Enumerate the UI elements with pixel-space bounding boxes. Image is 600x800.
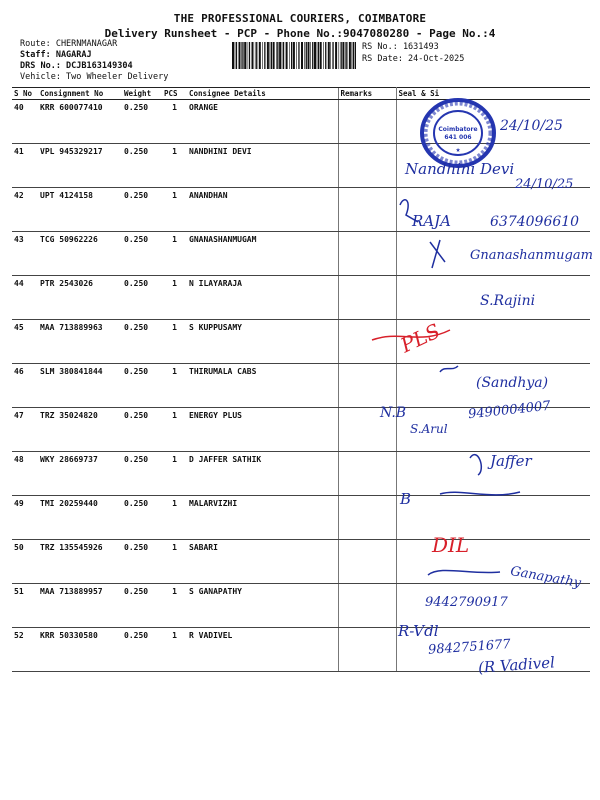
seal-city: Coimbatore (438, 126, 478, 133)
cell-weight: 0.250 (122, 188, 162, 232)
cell-consignment: VPL 945329217 (38, 144, 122, 188)
cell-consignee: THIRUMALA CABS (187, 364, 338, 408)
barcode-bar (255, 42, 256, 69)
company-title: THE PROFESSIONAL COURIERS, COIMBATORE (173, 12, 427, 25)
barcode-bar (244, 42, 246, 69)
barcode-bar (308, 42, 310, 69)
cell-remarks (338, 584, 396, 628)
route-label: Route: CHERNMANAGAR (20, 39, 118, 49)
cell-consignee: S GANAPATHY (187, 584, 338, 628)
cell-weight: 0.250 (122, 144, 162, 188)
barcode-bar (296, 42, 297, 69)
cell-pcs: 1 (162, 100, 187, 144)
cell-consignee: ENERGY PLUS (187, 408, 338, 452)
signature-r40: 24/10/25 (500, 118, 563, 134)
seal-star-icon: ★ (455, 145, 461, 154)
cell-remarks (338, 496, 396, 540)
cell-sno: 51 (12, 584, 38, 628)
drs-label: DRS No.: DCJB163149304 (20, 61, 133, 71)
barcode-bar (301, 42, 303, 69)
col-pcs: PCS (162, 88, 187, 100)
cell-consignee: D JAFFER SATHIK (187, 452, 338, 496)
cell-pcs: 1 (162, 584, 187, 628)
signature-r47-initials: N.B (380, 405, 407, 421)
barcode-bar (341, 42, 342, 69)
barcode-bar (276, 42, 277, 69)
barcode (232, 42, 356, 69)
signature-r43-raja: RAJA (412, 212, 451, 230)
barcode-bar (339, 42, 340, 69)
cell-consignment: KRR 50330580 (38, 628, 122, 672)
barcode-bar (345, 42, 346, 69)
red-mark-r50: DIL (432, 533, 470, 557)
company-seal-stamp (420, 98, 496, 168)
cell-sno: 46 (12, 364, 38, 408)
cell-sno: 47 (12, 408, 38, 452)
table-row (12, 320, 590, 364)
vehicle-label: Vehicle: Two Wheeler Delivery (20, 72, 169, 82)
barcode-bar (306, 42, 307, 69)
barcode-bar (259, 42, 261, 69)
cell-consignee: S KUPPUSAMY (187, 320, 338, 364)
barcode-bar (317, 42, 318, 69)
signature-r52-name: (R Vadivel (477, 653, 556, 677)
cell-sno: 43 (12, 232, 38, 276)
barcode-bar (355, 42, 356, 69)
cell-consignee: N ILAYARAJA (187, 276, 338, 320)
cell-pcs: 1 (162, 364, 187, 408)
barcode-bar (282, 42, 283, 69)
cell-weight: 0.250 (122, 408, 162, 452)
col-sno: S No (12, 88, 38, 100)
barcode-bar (332, 42, 333, 69)
barcode-bar (270, 42, 271, 69)
cell-consignment: WKY 28669737 (38, 452, 122, 496)
red-mark-r45: PLS (396, 318, 444, 358)
col-consignee: Consignee Details (187, 88, 338, 100)
barcode-bar (289, 42, 290, 69)
cell-seal-signature (396, 496, 590, 540)
col-remarks: Remarks (338, 88, 396, 100)
cell-consignee: R VADIVEL (187, 628, 338, 672)
cell-remarks (338, 452, 396, 496)
cell-sno: 42 (12, 188, 38, 232)
cell-weight: 0.250 (122, 276, 162, 320)
signature-r43-name: Gnanashanmugam (470, 248, 593, 263)
barcode-bar (249, 42, 250, 69)
cell-weight: 0.250 (122, 364, 162, 408)
barcode-bar (330, 42, 331, 69)
barcode-bar (335, 42, 337, 69)
cell-pcs: 1 (162, 276, 187, 320)
barcode-bar (304, 42, 305, 69)
barcode-bar (256, 42, 257, 69)
cell-pcs: 1 (162, 320, 187, 364)
seal-pin: 641 006 (444, 134, 472, 141)
barcode-bar (325, 42, 326, 69)
barcode-bar (283, 42, 284, 69)
table-row (12, 540, 590, 584)
cell-consignment: SLM 380841844 (38, 364, 122, 408)
barcode-bar (252, 42, 254, 69)
barcode-bar (286, 42, 288, 69)
signature-r49: B (400, 490, 412, 508)
cell-sno: 48 (12, 452, 38, 496)
barcode-bar (320, 42, 322, 69)
cell-pcs: 1 (162, 144, 187, 188)
barcode-bar (267, 42, 269, 69)
cell-consignment: MAA 713889963 (38, 320, 122, 364)
cell-remarks (338, 540, 396, 584)
cell-consignee: ORANGE (187, 100, 338, 144)
rs-date: RS Date: 24-Oct-2025 (362, 54, 465, 64)
barcode-bar (262, 42, 263, 69)
barcode-bar (353, 42, 354, 69)
barcode-bar (346, 42, 347, 69)
cell-consignment: KRR 600077410 (38, 100, 122, 144)
barcode-bar (328, 42, 330, 69)
cell-consignment: PTR 2543026 (38, 276, 122, 320)
cell-consignment: TRZ 135545926 (38, 540, 122, 584)
barcode-bar (312, 42, 313, 69)
signature-r51-phone: 9442790917 (425, 595, 508, 610)
signature-r44: S.Rajini (480, 293, 536, 309)
barcode-bar (342, 42, 344, 69)
barcode-bar (349, 42, 351, 69)
barcode-bar (291, 42, 292, 69)
cell-pcs: 1 (162, 408, 187, 452)
cell-consignee: GNANASHANMUGAM (187, 232, 338, 276)
signature-r41-date: 24/10/25 (515, 177, 574, 192)
signature-r41-name: Nandhini Devi (405, 160, 515, 178)
col-seal: Seal & Si (396, 88, 590, 100)
cell-consignment: MAA 713889957 (38, 584, 122, 628)
cell-remarks (338, 276, 396, 320)
cell-sno: 41 (12, 144, 38, 188)
barcode-bar (242, 42, 243, 69)
runsheet-subtitle: Delivery Runsheet - PCP - Phone No.:9047080280 - Page No.:4 (104, 27, 496, 40)
cell-sno: 49 (12, 496, 38, 540)
barcode-bar (298, 42, 299, 69)
barcode-bar (239, 42, 241, 69)
cell-consignment: TRZ 35024820 (38, 408, 122, 452)
cell-remarks (338, 320, 396, 364)
cell-pcs: 1 (162, 452, 187, 496)
cell-consignment: TCG 50962226 (38, 232, 122, 276)
barcode-bar (264, 42, 265, 69)
cell-consignee: ANANDHAN (187, 188, 338, 232)
cell-consignee: SABARI (187, 540, 338, 584)
signature-r47-name: S.Arul (410, 422, 448, 436)
cell-sno: 45 (12, 320, 38, 364)
col-weight: Weight (122, 88, 162, 100)
cell-weight: 0.250 (122, 100, 162, 144)
col-consignment: Consignment No (38, 88, 122, 100)
signature-r43-phone: 6374096610 (490, 214, 580, 230)
cell-sno: 44 (12, 276, 38, 320)
cell-remarks (338, 144, 396, 188)
barcode-bar (277, 42, 278, 69)
cell-weight: 0.250 (122, 452, 162, 496)
cell-weight: 0.250 (122, 232, 162, 276)
cell-remarks (338, 100, 396, 144)
table-row (12, 496, 590, 540)
table-header-row (12, 88, 590, 100)
cell-weight: 0.250 (122, 628, 162, 672)
signature-r47-phone: 9490004007 (467, 398, 552, 423)
barcode-bar (232, 42, 234, 69)
barcode-bar (314, 42, 316, 69)
cell-sno: 50 (12, 540, 38, 584)
signature-r52-phone: 9842751677 (427, 637, 512, 658)
cell-remarks (338, 364, 396, 408)
cell-pcs: 1 (162, 496, 187, 540)
cell-weight: 0.250 (122, 496, 162, 540)
cell-sno: 40 (12, 100, 38, 144)
cell-pcs: 1 (162, 628, 187, 672)
rs-number: RS No.: 1631493 (362, 42, 439, 52)
signature-r52-initial: R-Vdl (398, 622, 439, 640)
barcode-bar (310, 42, 311, 69)
barcode-bar (279, 42, 281, 69)
cell-weight: 0.250 (122, 540, 162, 584)
barcode-bar (236, 42, 237, 69)
staff-label: Staff: NAGARAJ (20, 50, 92, 60)
signature-r51-name: Ganapathy (509, 563, 583, 592)
cell-pcs: 1 (162, 540, 187, 584)
cell-consignment: TMI 20259440 (38, 496, 122, 540)
barcode-bar (271, 42, 272, 69)
barcode-bar (352, 42, 353, 69)
barcode-bar (323, 42, 324, 69)
cell-sno: 52 (12, 628, 38, 672)
signature-r48: Jaffer (490, 452, 532, 470)
cell-remarks (338, 232, 396, 276)
barcode-bar (235, 42, 236, 69)
barcode-bar (247, 42, 248, 69)
barcode-bar (318, 42, 319, 69)
barcode-bar (273, 42, 275, 69)
cell-pcs: 1 (162, 188, 187, 232)
cell-pcs: 1 (162, 232, 187, 276)
barcode-bar (293, 42, 295, 69)
signature-r46: (Sandhya) (476, 375, 549, 391)
cell-consignee: MALARVIZHI (187, 496, 338, 540)
cell-consignment: UPT 4124158 (38, 188, 122, 232)
cell-remarks (338, 188, 396, 232)
cell-consignee: NANDHINI DEVI (187, 144, 338, 188)
barcode-bar (241, 42, 242, 69)
cell-weight: 0.250 (122, 320, 162, 364)
cell-weight: 0.250 (122, 584, 162, 628)
cell-remarks (338, 628, 396, 672)
